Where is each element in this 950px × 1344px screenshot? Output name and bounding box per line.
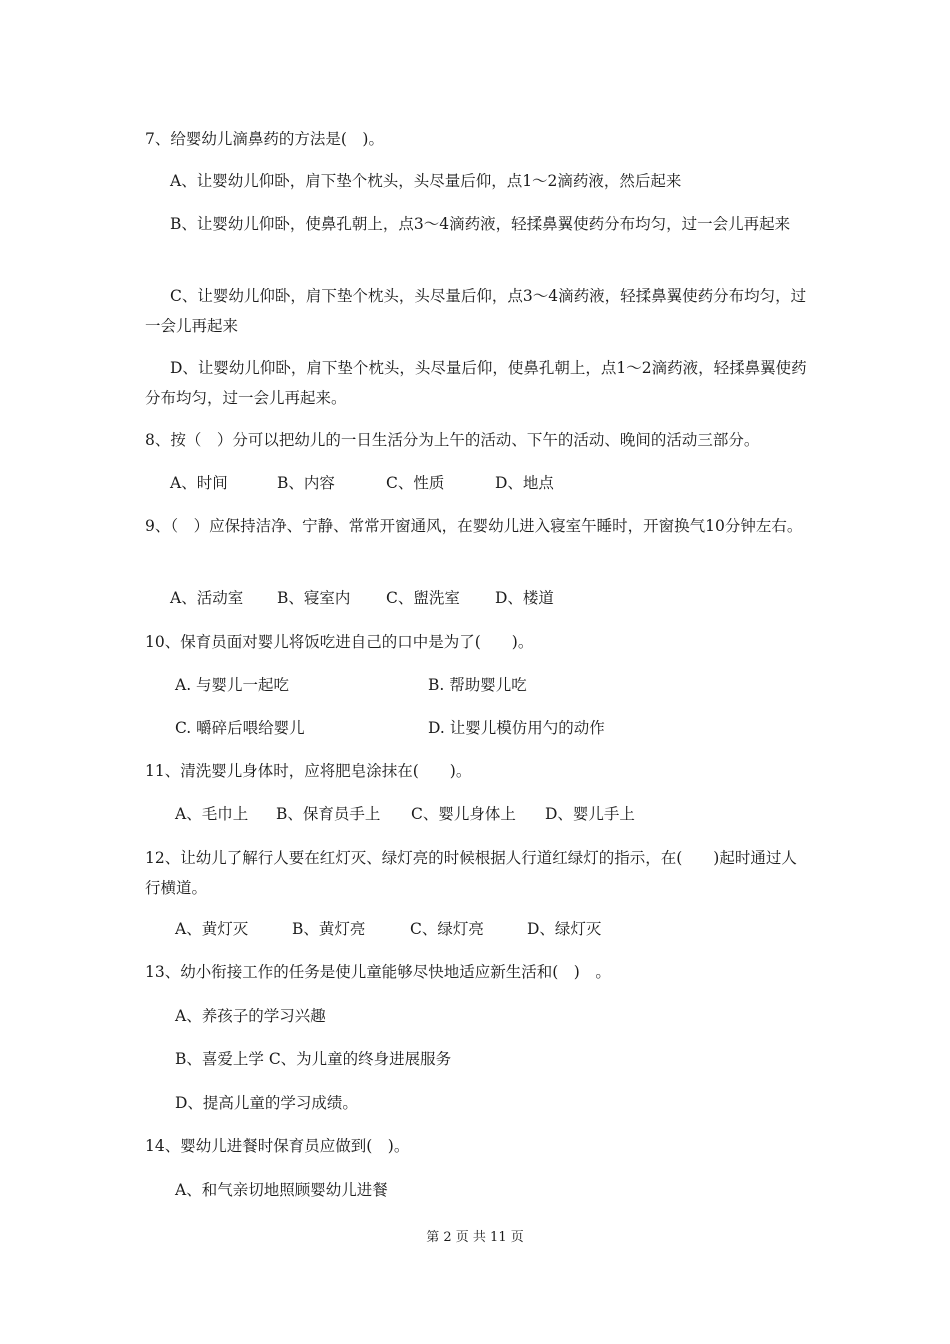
question-12-option-c: C、绿灯亮 <box>410 920 484 938</box>
page-number-footer: 第 2 页 共 11 页 <box>426 1230 524 1245</box>
question-11-option-c: C、婴儿身体上 <box>411 805 516 823</box>
question-7-option-d: D、让婴幼儿仰卧，肩下垫个枕头，头尽量后仰，使鼻孔朝上，点1～2滴药液，轻揉鼻翼使药分布均匀，过一会儿再起来。 <box>145 359 807 407</box>
question-8-stem: 8、按（ ）分可以把幼儿的一日生活分为上午的活动、下午的活动、晚间的活动三部分。 <box>145 431 760 449</box>
question-11-option-d: D、婴儿手上 <box>545 805 635 823</box>
question-13-option-d: D、提高儿童的学习成绩。 <box>175 1094 358 1112</box>
question-7-option-c: C、让婴幼儿仰卧，肩下垫个枕头，头尽量后仰，点3～4滴药液，轻揉鼻翼使药分布均匀，过一会儿再起来 <box>145 287 807 335</box>
question-13-stem: 13、幼小衔接工作的任务是使儿童能够尽快地适应新生活和( ) 。 <box>145 963 611 981</box>
question-11-option-b: B、保育员手上 <box>276 805 381 823</box>
question-11-option-a: A、毛巾上 <box>175 805 249 823</box>
question-10-option-c: C. 嚼碎后喂给婴儿 <box>175 719 305 737</box>
question-12-option-d: D、绿灯灭 <box>527 920 602 938</box>
question-12-option-a: A、黄灯灭 <box>175 920 249 938</box>
question-12-option-b: B、黄灯亮 <box>292 920 366 938</box>
question-7-option-a: A、让婴幼儿仰卧，肩下垫个枕头，头尽量后仰，点1～2滴药液，然后起来 <box>170 172 682 190</box>
question-8-option-b: B、内容 <box>277 474 335 492</box>
question-9-option-a: A、活动室 <box>170 589 244 607</box>
question-8-option-c: C、性质 <box>386 474 445 492</box>
question-9-option-c: C、盥洗室 <box>386 589 460 607</box>
question-10-option-b: B. 帮助婴儿吃 <box>428 676 527 694</box>
question-7-option-b: B、让婴幼儿仰卧，使鼻孔朝上，点3～4滴药液，轻揉鼻翼使药分布均匀，过一会儿再起来 <box>170 215 791 233</box>
question-12-stem: 12、让幼儿了解行人要在红灯灭、绿灯亮的时候根据人行道红绿灯的指示，在( )起时通过人行横道。 <box>145 849 797 897</box>
question-13-option-bc: B、喜爱上学 C、为儿童的终身进展服务 <box>175 1050 452 1068</box>
question-14-option-a: A、和气亲切地照顾婴幼儿进餐 <box>175 1181 388 1199</box>
question-9-option-d: D、楼道 <box>495 589 554 607</box>
question-9-option-b: B、寝室内 <box>277 589 351 607</box>
question-8-option-d: D、地点 <box>495 474 554 492</box>
question-8-option-a: A、时间 <box>170 474 228 492</box>
question-11-stem: 11、清洗婴儿身体时，应将肥皂涂抹在( )。 <box>145 762 472 780</box>
question-9-stem: 9、（ ）应保持洁净、宁静、常常开窗通风，在婴幼儿进入寝室午睡时，开窗换气10分钟左右。 <box>145 517 803 535</box>
question-14-stem: 14、婴幼儿进餐时保育员应做到( )。 <box>145 1137 410 1155</box>
question-10-option-d: D. 让婴儿模仿用勺的动作 <box>428 719 605 737</box>
question-10-option-a: A. 与婴儿一起吃 <box>175 676 290 694</box>
question-7-stem: 7、给婴幼儿滴鼻药的方法是( )。 <box>145 130 384 148</box>
question-10-stem: 10、保育员面对婴儿将饭吃进自己的口中是为了( )。 <box>145 633 534 651</box>
question-13-option-a: A、养孩子的学习兴趣 <box>175 1007 326 1025</box>
